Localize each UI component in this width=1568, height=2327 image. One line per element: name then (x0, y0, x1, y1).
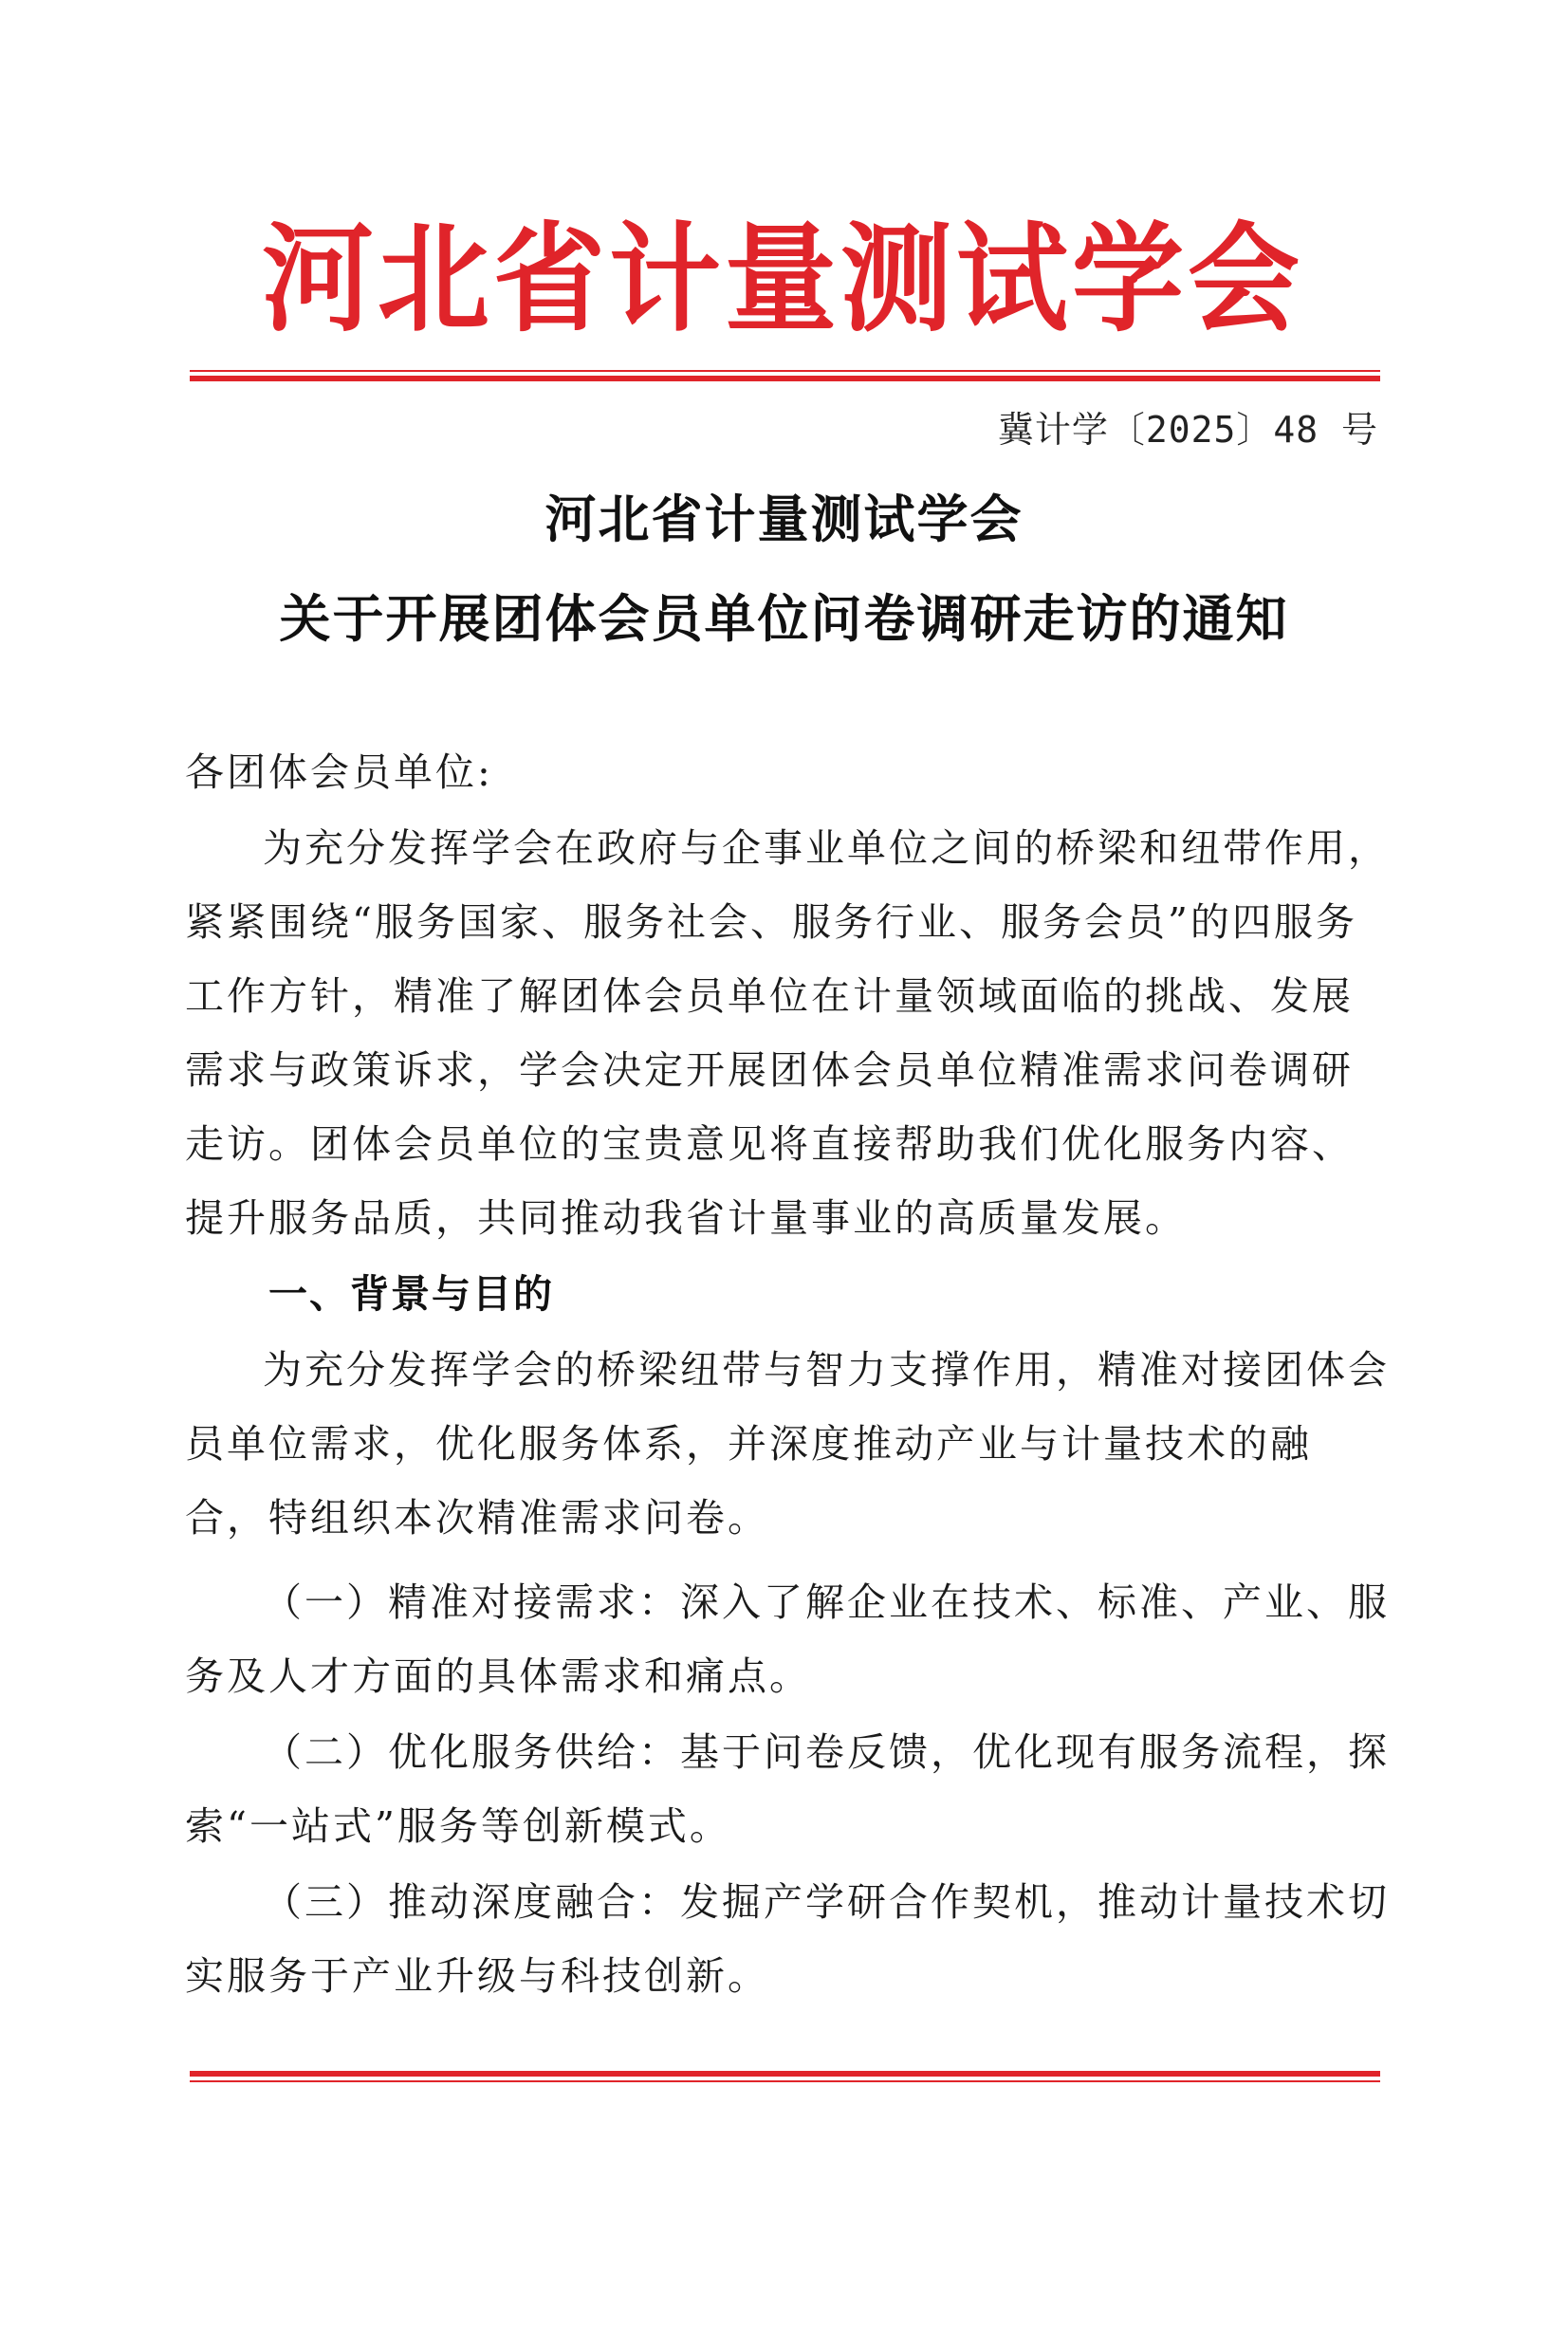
intro-paragraph: 为充分发挥学会在政府与企事业单位之间的桥梁和纽带作用，紧紧围绕“服务国家、服务社会、服务行业、服务会员”的四服务工作方针，精准了解团体会员单位在计量领域面临的挑战、发展需求与政策诉求，学会决定开展团体会员单位精准需求问卷调研走访。团体会员单位的宝贵意见将直接帮助我们优化服务内容、提升服务品质，共同推动我省计量事业的高质量发展。 (185, 825, 1390, 1241)
list-item-optimize-services: （二）优化服务供给：基于问卷反馈，优化现有服务流程，探索“一站式”服务等创新模式。 (185, 1729, 1390, 1849)
list-item-precise-needs: （一）精准对接需求：深入了解企业在技术、标准、产业、服务及人才方面的具体需求和痛点。 (185, 1579, 1390, 1699)
document-title-line1: 河北省计量测试学会 (544, 489, 1024, 549)
salutation: 各团体会员单位: (185, 749, 493, 795)
document-title-line2: 关于开展团体会员单位问卷调研走访的通知 (279, 588, 1289, 649)
section-heading-background-purpose: 一、背景与目的 (268, 1271, 554, 1317)
footer-rule (190, 2071, 1380, 2082)
organization-letterhead: 河北省计量测试学会 (261, 210, 1303, 348)
section-paragraph: 为充分发挥学会的桥梁纽带与智力支撑作用，精准对接团体会员单位需求，优化服务体系，并深度推动产业与计量技术的融合，特组织本次精准需求问卷。 (185, 1347, 1390, 1541)
document-number: 冀计学〔2025〕48 号 (997, 409, 1378, 451)
letterhead-rule-top (190, 370, 1380, 381)
list-item-deep-integration: （三）推动深度融合：发掘产学研合作契机，推动计量技术切实服务于产业升级与科技创新。 (185, 1879, 1390, 1999)
